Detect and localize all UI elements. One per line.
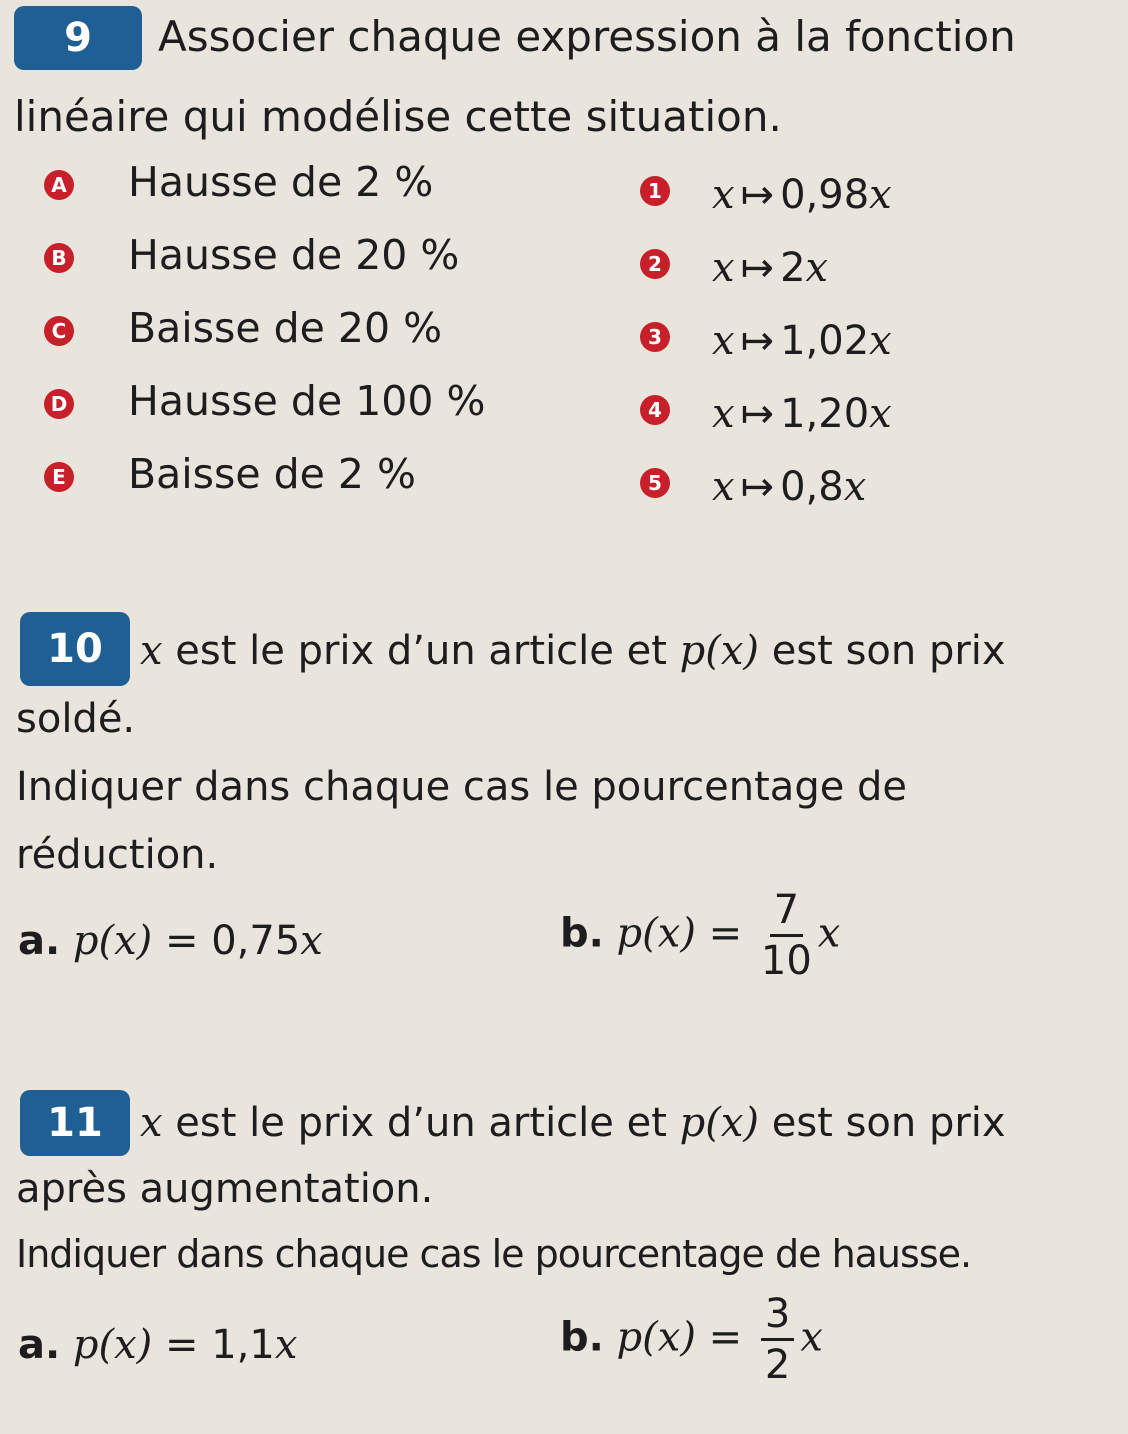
exercise-11-part-b: b. p(x) = $\frac{3}{2}$ x [560, 1291, 823, 1388]
function-badge-5: 5 [640, 468, 670, 498]
exercise-11-number-badge: 11 [20, 1090, 130, 1156]
function-badge-1: 1 [640, 176, 670, 206]
item-badge-b: B [44, 243, 74, 273]
item-text-b: Hausse de 20 % [128, 231, 460, 279]
item-text-a: Hausse de 2 % [128, 158, 434, 206]
item-text-e: Baisse de 2 % [128, 450, 416, 498]
function-badge-4: 4 [640, 395, 670, 425]
item-badge-d: D [44, 389, 74, 419]
exercise-10-fraction: $\frac{7}{10}$ [760, 887, 812, 984]
function-3: x ↦ 1,02x [712, 318, 892, 364]
exercise-9-statement-line-1: Associer chaque expression à la fonction [158, 12, 1016, 61]
exercise-11-part-a: a. p(x) = 1,1x [18, 1322, 298, 1368]
exercise-9-statement-line-2: linéaire qui modélise cette situation. [14, 92, 782, 141]
function-4: x ↦ 1,20x [712, 391, 892, 437]
exercise-10-number-badge: 10 [20, 612, 130, 686]
function-badge-2: 2 [640, 249, 670, 279]
exercise-10-part-b: b. p(x) = $\frac{7}{10}$ x [560, 887, 841, 984]
item-badge-c: C [44, 316, 74, 346]
exercise-11-fraction: $\frac{3}{2}$ [761, 1294, 794, 1385]
function-5: x ↦ 0,8x [712, 464, 867, 510]
function-badge-3: 3 [640, 322, 670, 352]
function-1: x ↦ 0,98x [712, 172, 892, 218]
function-2: x ↦ 2x [712, 245, 829, 291]
item-text-d: Hausse de 100 % [128, 377, 486, 425]
exercise-10-statement-line-2: soldé. [16, 696, 136, 742]
exercise-11-statement-line-3: Indiquer dans chaque cas le pourcentage de hausse. [16, 1232, 972, 1276]
item-text-c: Baisse de 20 % [128, 304, 443, 352]
exercise-11-statement-line-1: x est le prix d’un article et p(x) est son prix [140, 1100, 1006, 1146]
exercise-11-statement-line-2: après augmentation. [16, 1166, 434, 1212]
exercise-10-statement-line-3: Indiquer dans chaque cas le pourcentage de [16, 764, 908, 810]
exercise-9-number-badge: 9 [14, 6, 142, 70]
item-badge-e: E [44, 462, 74, 492]
exercise-10-statement-line-1: x est le prix d’un article et p(x) est son prix [140, 628, 1006, 674]
item-badge-a: A [44, 170, 74, 200]
exercise-10-part-a: a. p(x) = 0,75x [18, 918, 323, 964]
exercise-10-statement-line-4: réduction. [16, 832, 219, 878]
